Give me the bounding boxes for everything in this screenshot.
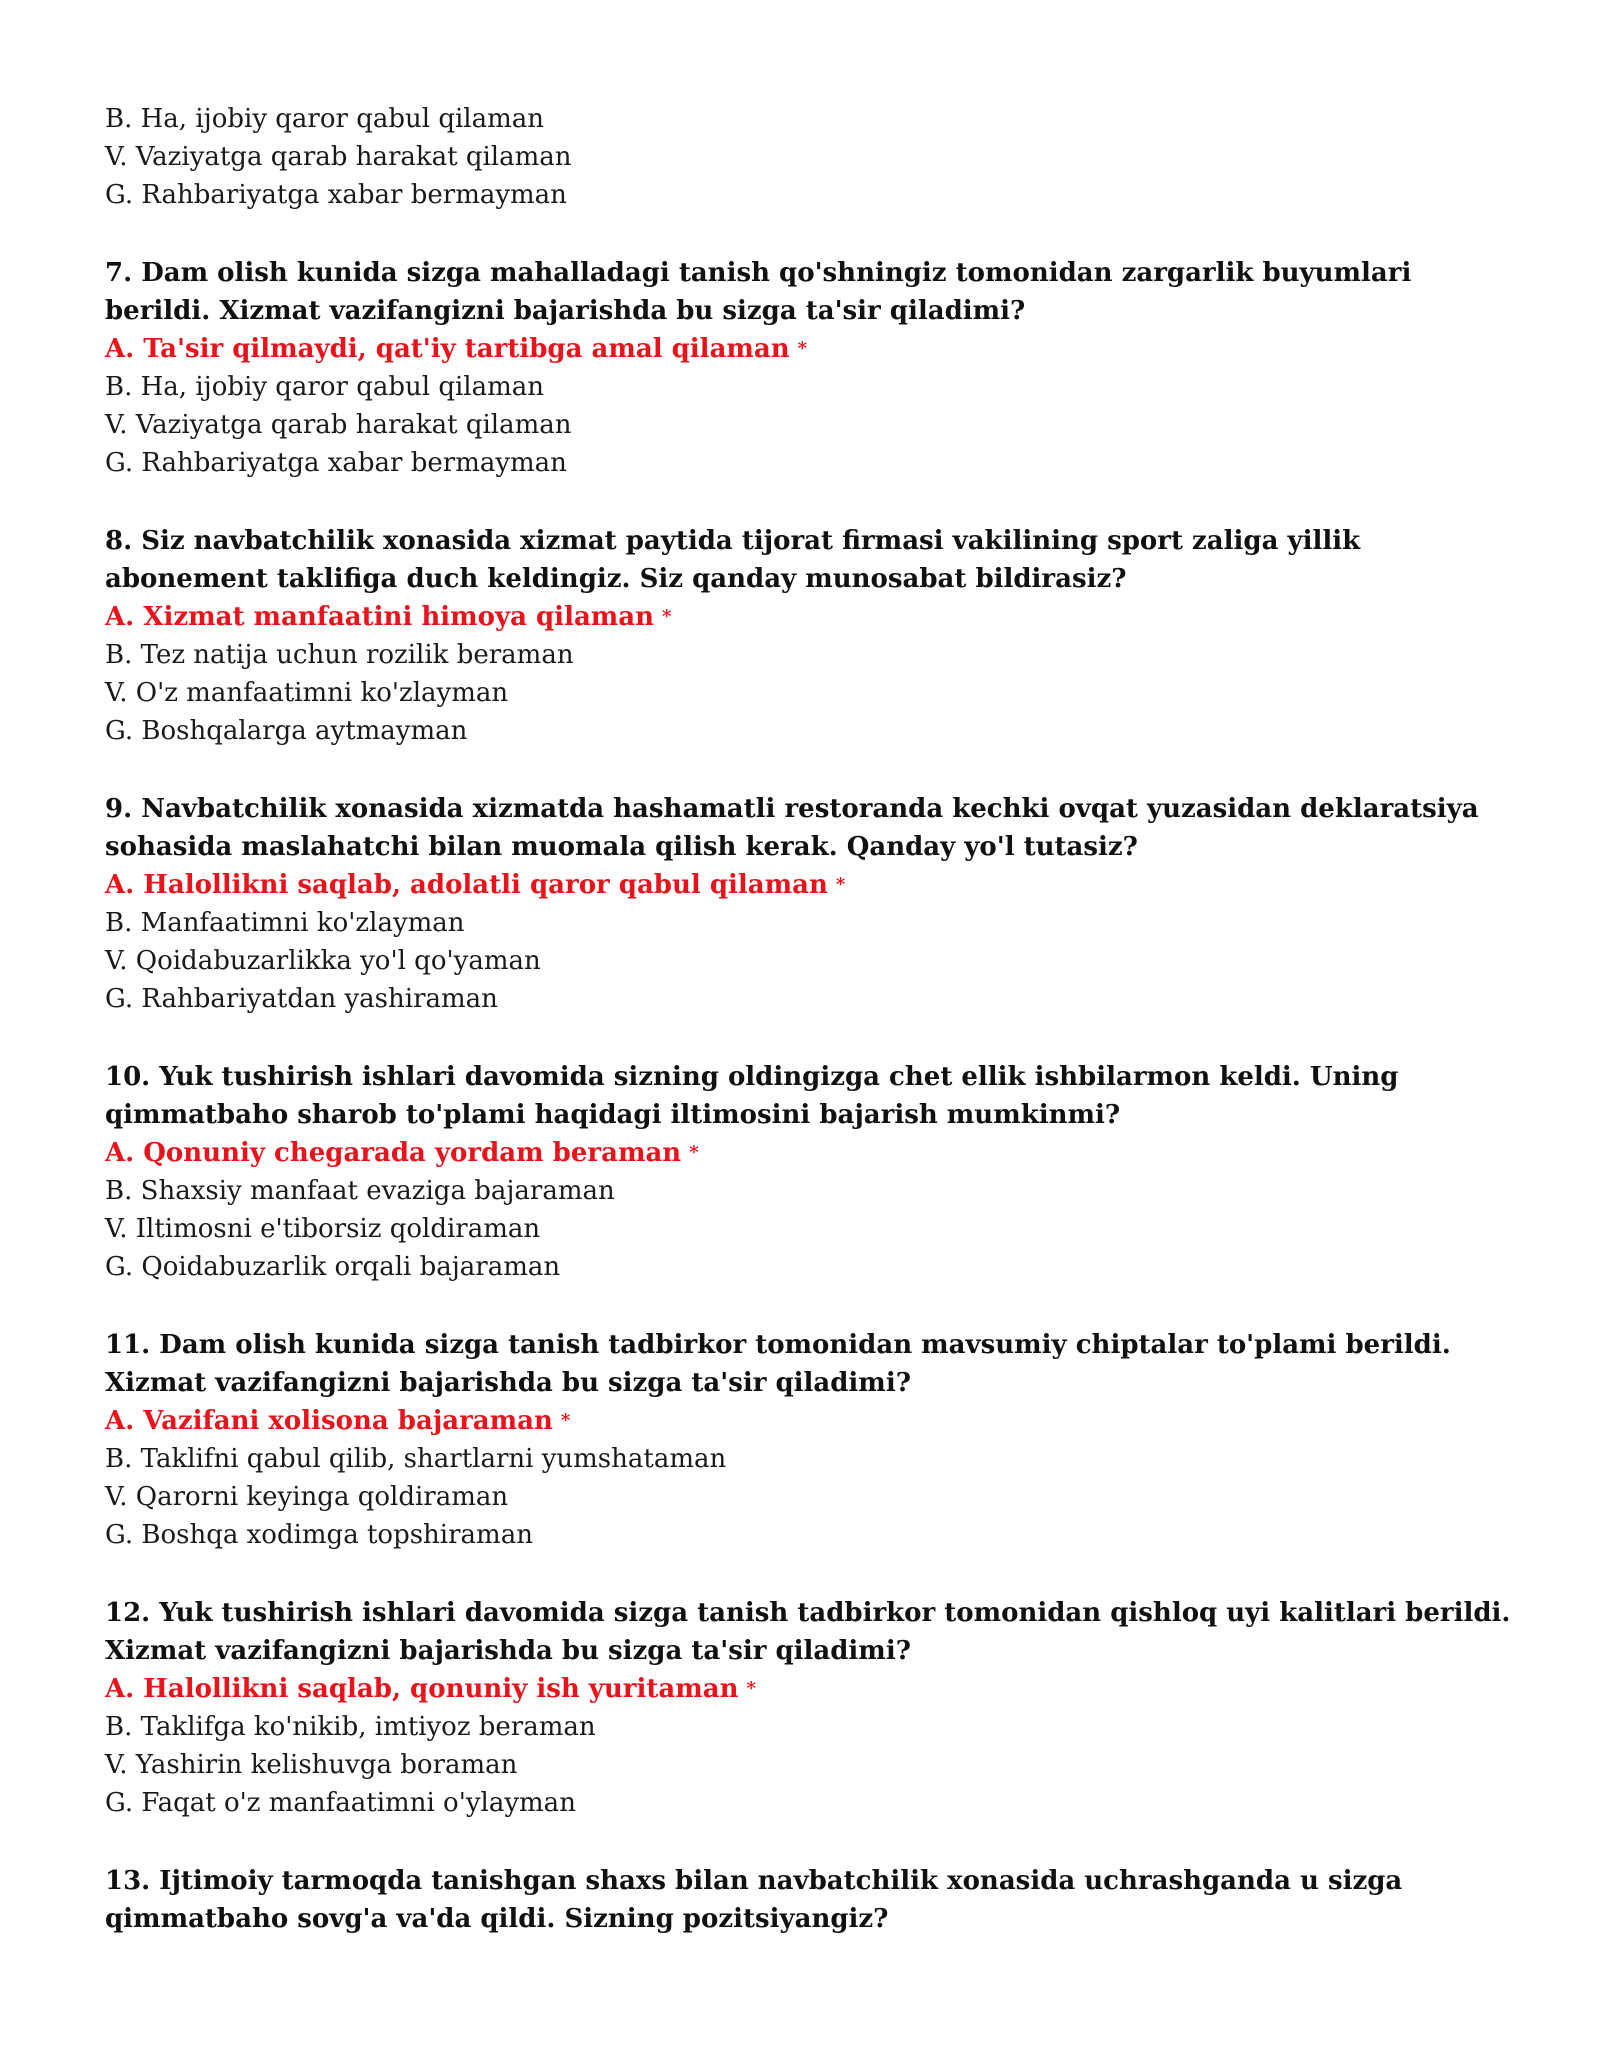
option-b: B. Ha, ijobiy qaror qabul qilaman <box>105 104 544 134</box>
option-v: V. O'z manfaatimni ko'zlayman <box>105 678 509 708</box>
question-12 <box>105 1594 1525 1822</box>
question-text: 11. Dam olish kunida sizga tanish tadbirkor tomonidan mavsumiy chiptalar to'plami berildi. Xizmat vazifangizni bajarishda bu sizga ta'sir qiladimi? <box>105 1330 1451 1398</box>
correct-answer-row <box>105 330 1525 368</box>
question-text: 7. Dam olish kunida sizga mahalladagi tanish qo'shningiz tomonidan zargarlik buyumlari berildi. Xizmat vazifangizni bajarishda bu sizga ta'sir qiladimi? <box>105 258 1412 326</box>
correct-marker: * <box>689 1142 699 1163</box>
option-g: G. Boshqa xodimga topshiraman <box>105 1520 533 1550</box>
option-g: G. Rahbariyatga xabar bermayman <box>105 180 567 210</box>
option-b: B. Tez natija uchun rozilik beraman <box>105 640 574 670</box>
correct-marker: * <box>797 338 808 359</box>
option-g: G. Boshqalarga aytmayman <box>105 716 468 746</box>
correct-answer: A. Halollikni saqlab, qonuniy ish yuritaman <box>105 1674 739 1704</box>
question-text: 13. Ijtimoiy tarmoqda tanishgan shaxs bilan navbatchilik xonasida uchrashganda u sizga qimmatbaho sovg'a va'da qildi. Sizning pozitsiyangiz? <box>105 1866 1403 1934</box>
correct-answer: A. Halollikni saqlab, adolatli qaror qabul qilaman <box>105 870 828 900</box>
option-g: G. Faqat o'z manfaatimni o'ylayman <box>105 1788 576 1818</box>
question-text: 8. Siz navbatchilik xonasida xizmat paytida tijorat firmasi vakilining sport zaliga yillik abonement taklifiga duch keldingiz. Siz qanday munosabat bildirasiz? <box>105 526 1361 594</box>
option-v: V. Qoidabuzarlikka yo'l qo'yaman <box>105 946 541 976</box>
leading-options <box>105 100 1525 214</box>
option-v: V. Vaziyatga qarab harakat qilaman <box>105 410 572 440</box>
question-10 <box>105 1058 1525 1286</box>
correct-answer: A. Xizmat manfaatini himoya qilaman <box>105 602 655 632</box>
correct-answer: A. Vazifani xolisona bajaraman <box>105 1406 553 1436</box>
question-text: 12. Yuk tushirish ishlari davomida sizga tanish tadbirkor tomonidan qishloq uyi kalitlari berildi. Xizmat vazifangizni bajarishda bu sizga ta'sir qiladimi? <box>105 1598 1511 1666</box>
option-b: B. Ha, ijobiy qaror qabul qilaman <box>105 372 544 402</box>
option-b: B. Shaxsiy manfaat evaziga bajaraman <box>105 1176 615 1206</box>
correct-marker: * <box>835 874 846 895</box>
option-b: B. Taklifni qabul qilib, shartlarni yumshataman <box>105 1444 727 1474</box>
correct-marker: * <box>746 1678 756 1699</box>
correct-marker: * <box>560 1410 571 1431</box>
option-v: V. Vaziyatga qarab harakat qilaman <box>105 142 572 172</box>
correct-answer-row <box>105 1134 1525 1172</box>
option-v: V. Qarorni keyinga qoldiraman <box>105 1482 509 1512</box>
correct-answer: A. Ta'sir qilmaydi, qat'iy tartibga amal qilaman <box>105 334 790 364</box>
option-b: B. Manfaatimni ko'zlayman <box>105 908 465 938</box>
question-13 <box>105 1862 1525 1938</box>
option-b: B. Taklifga ko'nikib, imtiyoz beraman <box>105 1712 596 1742</box>
correct-answer-row <box>105 598 1525 636</box>
question-text: 9. Navbatchilik xonasida xizmatda hashamatli restoranda kechki ovqat yuzasidan deklaratsiya sohasida maslahatchi bilan muomala qilish kerak. Qanday yo'l tutasiz? <box>105 794 1479 862</box>
option-g: G. Qoidabuzarlik orqali bajaraman <box>105 1252 561 1282</box>
document-page <box>105 100 1525 1978</box>
correct-answer-row <box>105 1670 1525 1708</box>
correct-answer: A. Qonuniy chegarada yordam beraman <box>105 1138 682 1168</box>
correct-answer-row <box>105 1402 1525 1440</box>
option-v: V. Yashirin kelishuvga boraman <box>105 1750 518 1780</box>
question-9 <box>105 790 1525 1018</box>
question-11 <box>105 1326 1525 1554</box>
question-text: 10. Yuk tushirish ishlari davomida sizning oldingizga chet ellik ishbilarmon keldi. Uning qimmatbaho sharob to'plami haqidagi iltimosini bajarish mumkinmi? <box>105 1062 1399 1130</box>
option-g: G. Rahbariyatga xabar bermayman <box>105 448 567 478</box>
question-7 <box>105 254 1525 482</box>
question-8 <box>105 522 1525 750</box>
option-g: G. Rahbariyatdan yashiraman <box>105 984 498 1014</box>
option-v: V. Iltimosni e'tiborsiz qoldiraman <box>105 1214 541 1244</box>
correct-answer-row <box>105 866 1525 904</box>
correct-marker: * <box>662 606 672 627</box>
